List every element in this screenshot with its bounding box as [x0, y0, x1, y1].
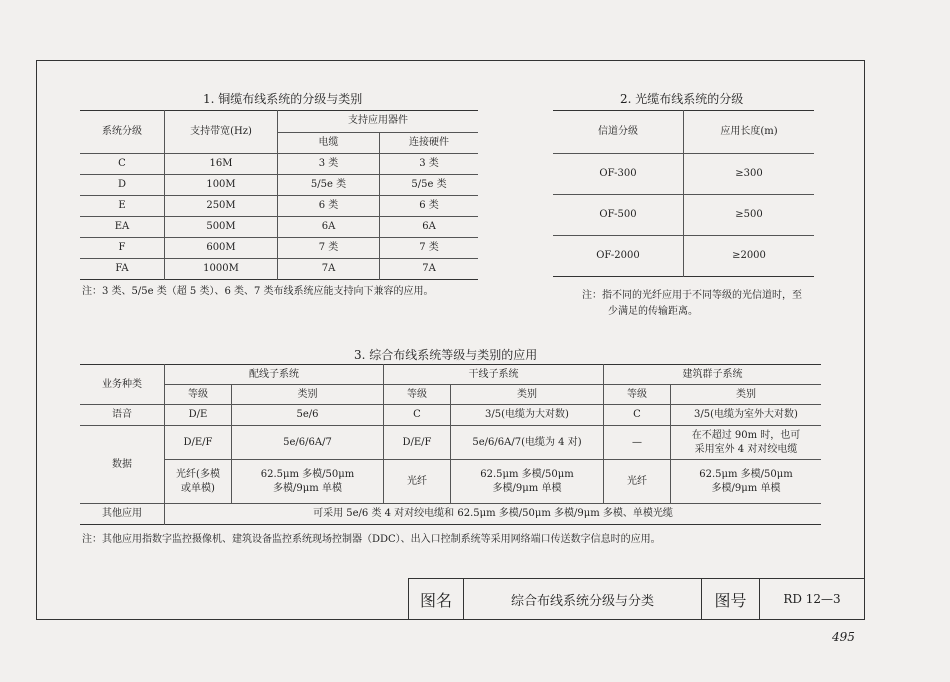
- table1-note: 注：3 类、5/5e 类（超 5 类）、6 类、7 类布线系统应能支持向下兼容的应用。: [82, 286, 434, 297]
- cell: C: [80, 154, 165, 175]
- cell: [671, 426, 822, 460]
- table1-title: 1. 铜缆布线系统的分级与类别: [203, 92, 363, 106]
- cell: 可采用 5e/6 类 4 对对绞电缆和 62.5μm 多模/50μm 多模/9μm 多模、单模光缆: [313, 508, 673, 519]
- cell: ≥300: [684, 154, 815, 195]
- drawing-name-label: 图名: [409, 579, 464, 619]
- header-channel: 信道分级: [553, 111, 684, 154]
- header-category: 类别: [671, 385, 822, 405]
- cell: ≥2000: [732, 250, 766, 261]
- header-grade: 等级: [604, 385, 671, 405]
- copper-grade-table: [80, 110, 478, 280]
- table-row: [80, 259, 478, 280]
- page-number: 495: [832, 630, 855, 644]
- table-row: [80, 426, 821, 460]
- cell: D: [80, 175, 165, 196]
- cell-line: 或单模): [181, 482, 215, 494]
- application-table: [80, 364, 821, 525]
- cell: 6A: [380, 217, 479, 238]
- header-grade: 等级: [165, 385, 232, 405]
- cell: 5/5e 类: [380, 175, 479, 196]
- cell: D/E/F: [384, 426, 451, 460]
- table-row: [80, 460, 821, 504]
- table-row: [553, 195, 814, 236]
- fiber-grade-table: [553, 110, 814, 277]
- table-row: [80, 196, 478, 217]
- header-hardware: 连接硬件: [380, 132, 479, 154]
- cell: OF-300: [553, 154, 684, 195]
- cell: 7 类: [380, 238, 479, 259]
- title-block: [408, 578, 865, 620]
- note-line: 少满足的传输距离。: [608, 306, 698, 317]
- cell-line: 多模/9μm 单模: [273, 482, 342, 494]
- table-row: [80, 217, 478, 238]
- cell: C: [604, 405, 671, 426]
- cell: 5e/6/6A/7: [232, 426, 384, 460]
- header-service: 业务种类: [80, 365, 165, 405]
- drawing-name: 综合布线系统分级与分类: [464, 579, 702, 619]
- cell: 6 类: [278, 196, 380, 217]
- cell: 250M: [165, 196, 278, 217]
- cell: 7A: [278, 259, 380, 280]
- table3-note: 注：其他应用指数字监控摄像机、建筑设备监控系统现场控制器（DDC）、出入口控制系统等采用网络端口传送数字信息时的应用。: [82, 534, 661, 545]
- header-level: 系统分级: [80, 111, 165, 154]
- header-cable: 电缆: [278, 132, 380, 154]
- table3-title: 3. 综合布线系统等级与类别的应用: [354, 348, 538, 362]
- cell: 3 类: [380, 154, 479, 175]
- cell: 6A: [278, 217, 380, 238]
- cell: 3/5(电缆为大对数): [451, 405, 604, 426]
- header-campus: 建筑群子系统: [604, 365, 822, 385]
- cell: 7 类: [278, 238, 380, 259]
- cell: 7A: [422, 263, 436, 274]
- cell-line: 光纤(多模: [176, 468, 220, 480]
- cell: OF-2000: [553, 236, 684, 277]
- table-row: [553, 154, 814, 195]
- header-length: 应用长度(m): [684, 111, 815, 154]
- table-row: [80, 154, 478, 175]
- cell-line: 多模/9μm 单模: [711, 482, 781, 494]
- cell-line: 采用室外 4 对对绞电缆: [694, 443, 798, 455]
- cell: [671, 460, 822, 504]
- cell: 3/5(电缆为室外大对数): [671, 405, 822, 426]
- table-row: [80, 405, 821, 426]
- cell-line: 62.5μm 多模/50μm: [260, 468, 355, 480]
- cell-line: 多模/9μm 单模: [492, 482, 562, 494]
- cell: FA: [80, 259, 165, 280]
- cell-line: 在不超过 90m 时，也可: [691, 429, 801, 441]
- table2-title: 2. 光缆布线系统的分级: [620, 92, 744, 106]
- cell: 5/5e 类: [278, 175, 380, 196]
- cell: 5e/6/6A/7(电缆为 4 对): [451, 426, 604, 460]
- row-label: 其他应用: [80, 504, 165, 525]
- cell: [232, 460, 384, 504]
- cell: 100M: [165, 175, 278, 196]
- row-label: 数据: [80, 426, 165, 504]
- cell: 500M: [165, 217, 278, 238]
- cell: 光纤: [384, 460, 451, 504]
- header-horizontal: 配线子系统: [165, 365, 384, 385]
- cell: 光纤: [604, 460, 671, 504]
- header-components: 支持应用器件: [278, 111, 479, 133]
- cell: D/E/F: [165, 426, 232, 460]
- cell: 16M: [165, 154, 278, 175]
- cell: 5e/6: [232, 405, 384, 426]
- cell: ≥500: [684, 195, 815, 236]
- cell: —: [604, 426, 671, 460]
- table-row: [553, 236, 814, 277]
- cell: D/E: [165, 405, 232, 426]
- header-category: 类别: [451, 385, 604, 405]
- cell-line: 62.5μm 多模/50μm: [699, 468, 793, 480]
- cell: 3 类: [278, 154, 380, 175]
- header-category: 类别: [232, 385, 384, 405]
- cell: [165, 460, 232, 504]
- table-row: [80, 175, 478, 196]
- cell: EA: [80, 217, 165, 238]
- cell: 1000M: [165, 259, 278, 280]
- header-grade: 等级: [384, 385, 451, 405]
- cell: 600M: [165, 238, 278, 259]
- cell: F: [80, 238, 165, 259]
- header-backbone: 干线子系统: [384, 365, 604, 385]
- drawing-number: RD 12—3: [783, 592, 841, 606]
- cell: [451, 460, 604, 504]
- header-bandwidth: 支持带宽(Hz): [165, 111, 278, 154]
- cell: E: [80, 196, 165, 217]
- table2-note: [582, 288, 802, 320]
- cell-line: 62.5μm 多模/50μm: [480, 468, 574, 480]
- cell: C: [384, 405, 451, 426]
- cell: 6 类: [380, 196, 479, 217]
- cell: OF-500: [553, 195, 684, 236]
- table-row: [80, 504, 821, 525]
- note-line: 注：指不同的光纤应用于不同等级的光信道时，至: [582, 290, 802, 301]
- table-row: [80, 238, 478, 259]
- drawing-number-label: 图号: [702, 579, 760, 619]
- row-label: 语音: [80, 405, 165, 426]
